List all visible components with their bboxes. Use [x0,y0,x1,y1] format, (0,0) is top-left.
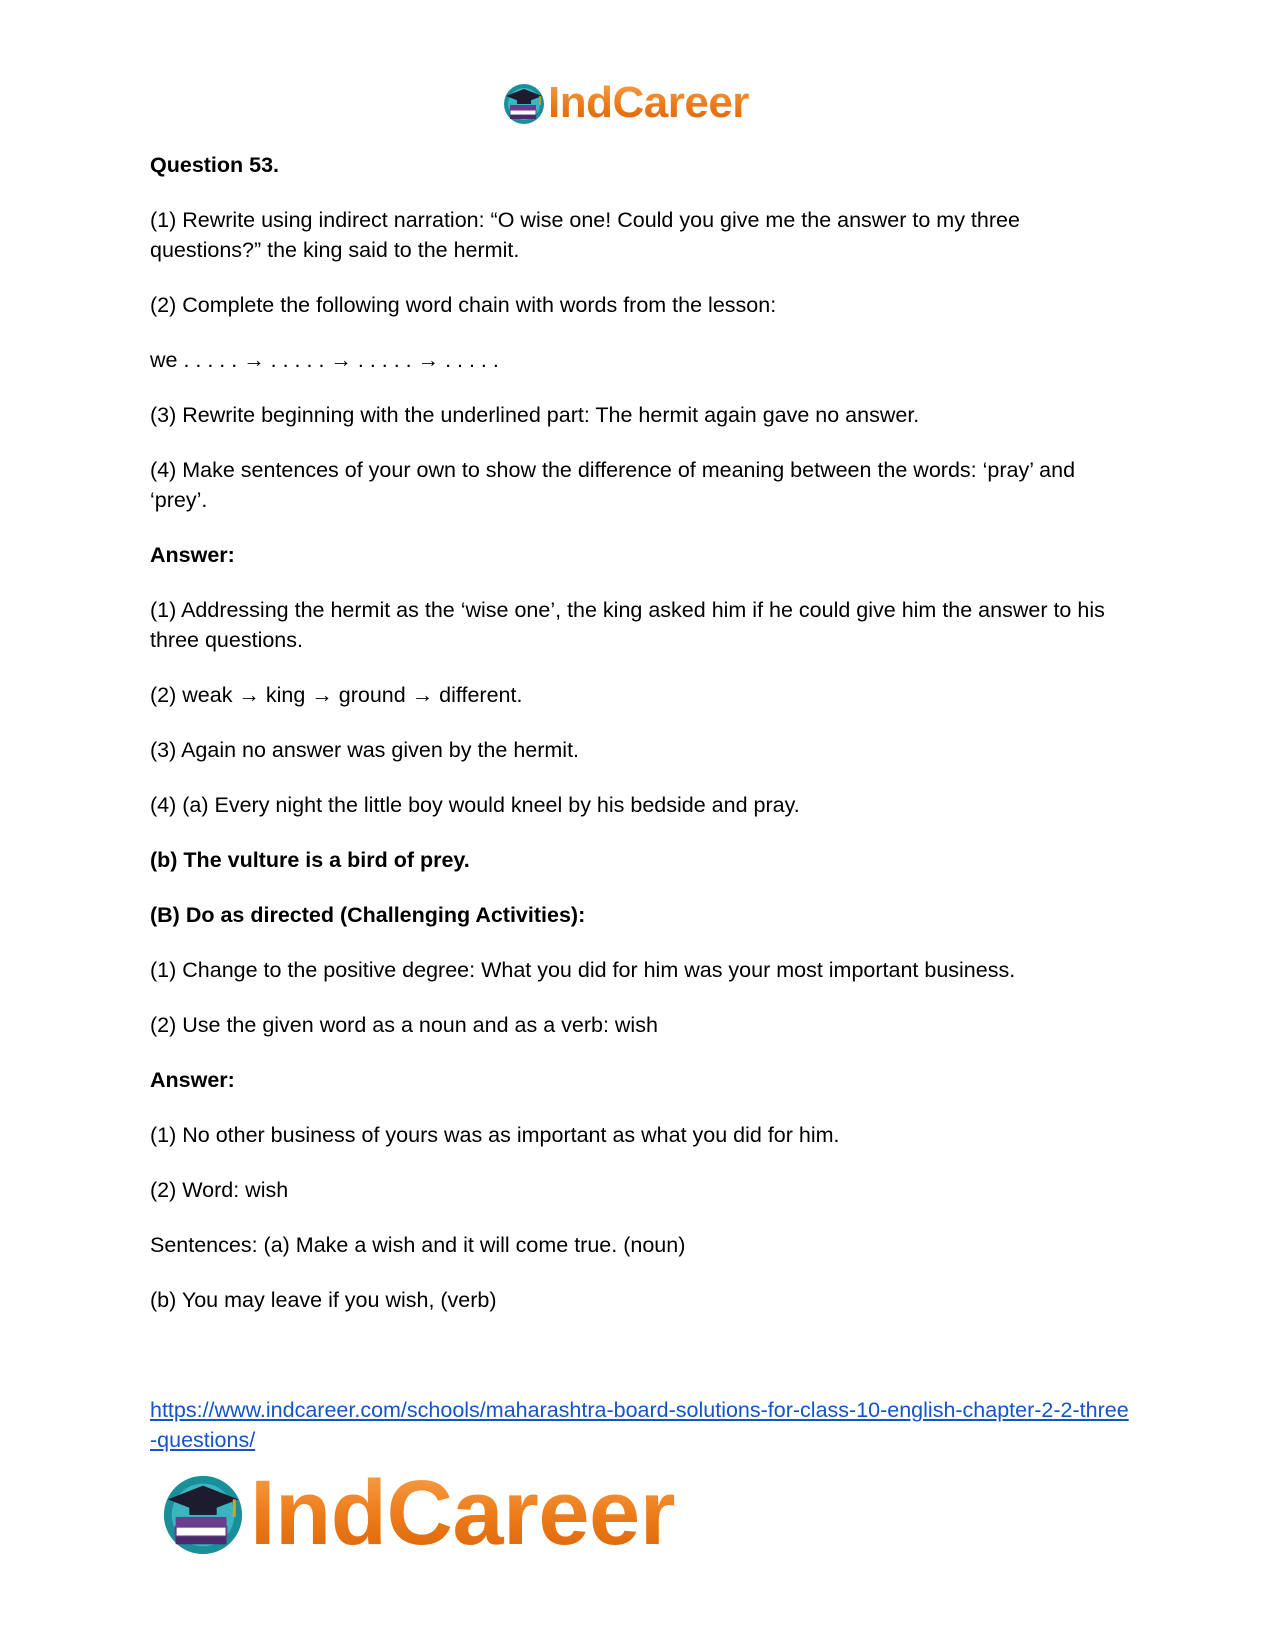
footer-logo [160,1462,675,1564]
answer-item: (1) Addressing the hermit as the ‘wise one’, the king asked him if he could give him the answer to his three questions. [150,598,1105,652]
question-item: (3) Rewrite beginning with the underlined part: The hermit again gave no answer. [150,403,920,427]
answer-item: (3) Again no answer was given by the hermit. [150,738,580,762]
question-item: (4) Make sentences of your own to show the difference of meaning between the words: ‘pray’ and ‘prey’. [150,458,1076,512]
graduation-book-icon [160,1470,246,1556]
answer-item: (2) weak → king → ground → different. [150,683,523,707]
answer-item: (1) No other business of yours was as important as what you did for him. [150,1123,840,1147]
answer-heading: Answer: [150,543,235,567]
section-b-heading: (B) Do as directed (Challenging Activities): [150,903,586,927]
answer-item: (b) You may leave if you wish, (verb) [150,1288,497,1312]
logo-text: IndCareer [548,78,749,127]
answer-item: Sentences: (a) Make a wish and it will come true. (noun) [150,1233,686,1257]
answer-heading: Answer: [150,1068,235,1092]
question-title: Question 53. [150,153,280,177]
section-b-item: (2) Use the given word as a noun and as a verb: wish [150,1013,658,1037]
graduation-book-icon [502,81,546,125]
section-b-item: (1) Change to the positive degree: What you did for him was your most important business. [150,958,1016,982]
header-logo [502,80,749,126]
answer-item: (4) (a) Every night the little boy would kneel by his bedside and pray. [150,793,800,817]
answer-item: (2) Word: wish [150,1178,289,1202]
question-item: (2) Complete the following word chain with words from the lesson: [150,293,777,317]
logo-text: IndCareer [250,1462,675,1564]
document-content [150,150,1130,1340]
source-link[interactable]: https://www.indcareer.com/schools/maharashtra-board-solutions-for-class-10-english-chapter-2-2-three-questions/ [150,1398,1129,1452]
answer-item-bold: (b) The vulture is a bird of prey. [150,848,470,872]
question-item: (1) Rewrite using indirect narration: “O wise one! Could you give me the answer to my three questions?” the king said to the hermit. [150,208,1020,262]
word-chain: we . . . . . → . . . . . → . . . . . → . . . . . [150,348,499,372]
